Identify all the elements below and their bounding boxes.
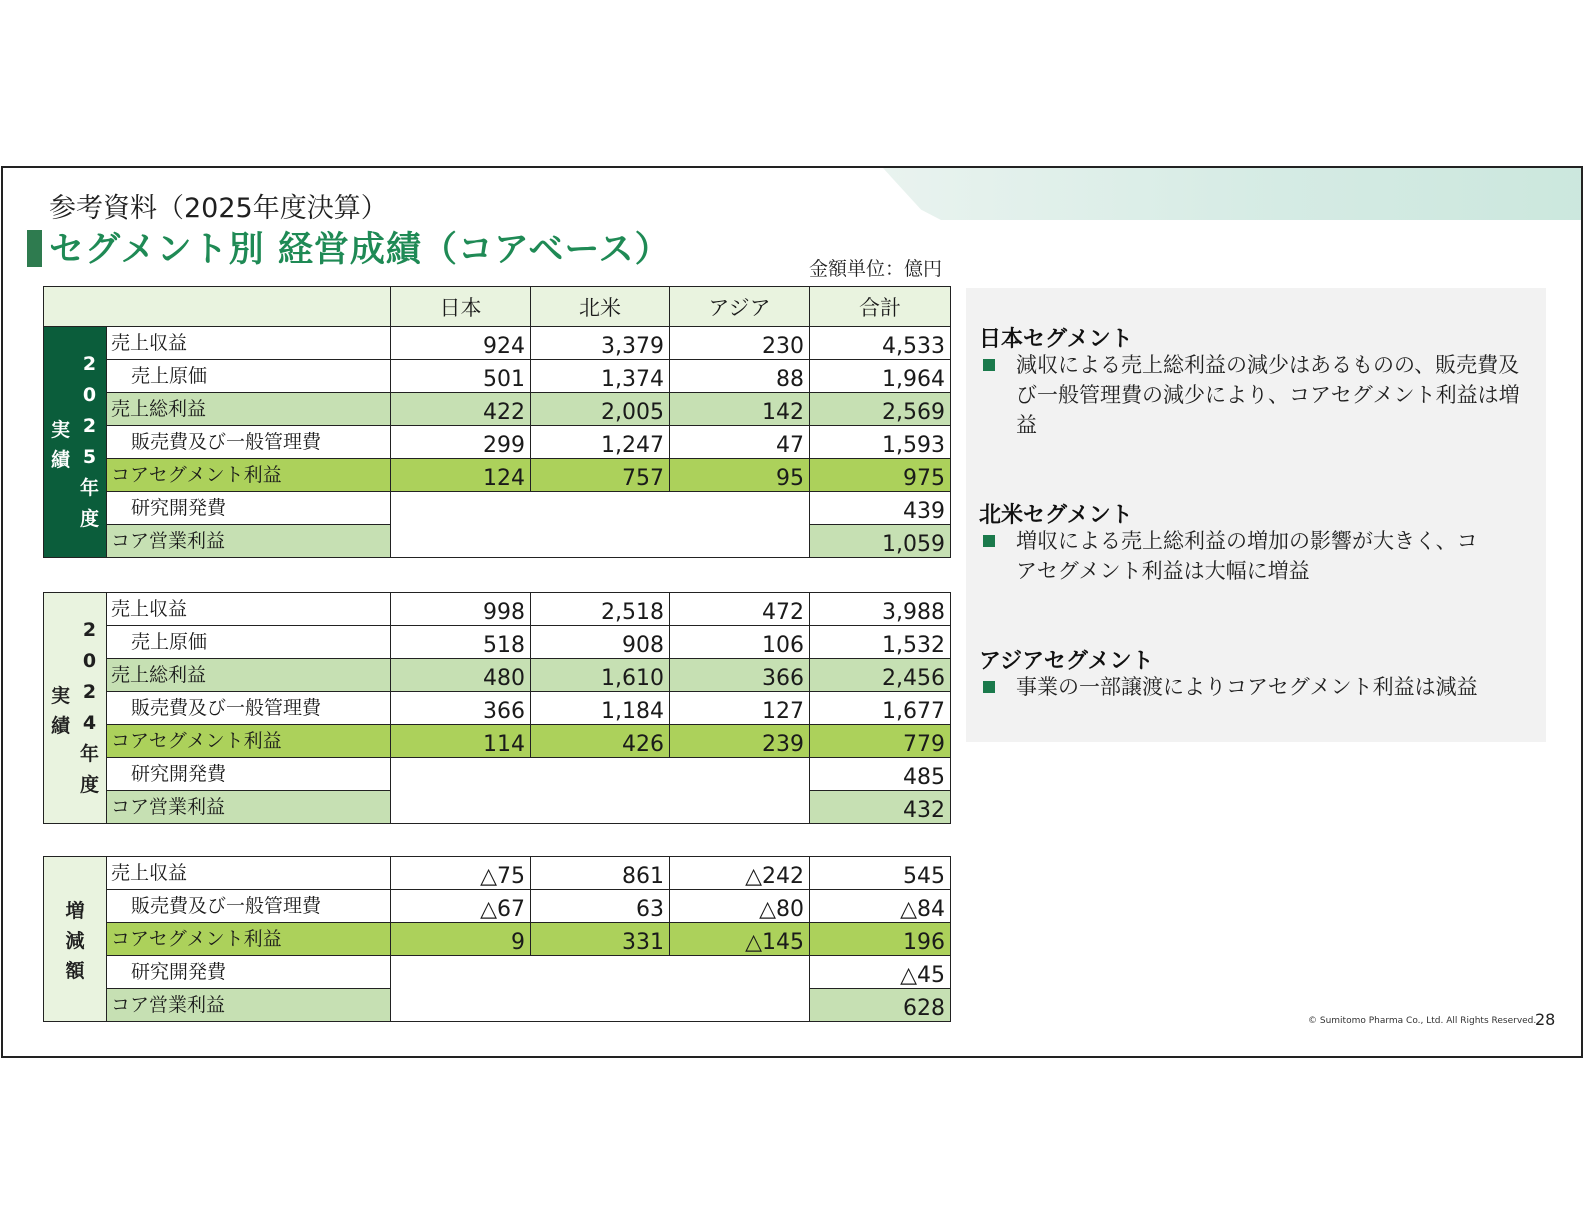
value-cell: 439	[810, 492, 951, 525]
value-cell: 1,374	[531, 360, 670, 393]
value-cell: 1,184	[531, 692, 670, 725]
value-cell: 47	[670, 426, 810, 459]
fy2024-side-label: 実 績 2 0 2 4 年 度	[44, 593, 107, 824]
row-label: コア営業利益	[107, 791, 391, 824]
value-cell: 239	[670, 725, 810, 758]
value-cell: 485	[810, 758, 951, 791]
column-header-north-america: 北米	[531, 287, 670, 327]
value-cell: 422	[391, 393, 531, 426]
value-cell: 998	[391, 593, 531, 626]
value-cell: 331	[531, 923, 670, 956]
value-cell: 142	[670, 393, 810, 426]
value-cell: 432	[810, 791, 951, 824]
column-header-total: 合計	[810, 287, 951, 327]
column-header-asia: アジア	[670, 287, 810, 327]
value-cell: △75	[391, 857, 531, 890]
value-cell: 1,247	[531, 426, 670, 459]
value-cell: △145	[670, 923, 810, 956]
value-cell: 924	[391, 327, 531, 360]
bullet-square-icon	[983, 535, 995, 547]
fy2025-side-label: 実 績 2 0 2 5 年 度	[44, 327, 107, 558]
row-label: 売上収益	[107, 857, 391, 890]
row-label: 販売費及び一般管理費	[107, 426, 391, 459]
row-label: コア営業利益	[107, 989, 391, 1022]
value-cell: 1,059	[810, 525, 951, 558]
blank-cell	[391, 492, 810, 558]
value-cell: 1,610	[531, 659, 670, 692]
value-cell: 95	[670, 459, 810, 492]
value-cell: 230	[670, 327, 810, 360]
blank-cell	[391, 758, 810, 824]
bullet-square-icon	[983, 359, 995, 371]
table-change	[43, 856, 951, 1022]
value-cell: 63	[531, 890, 670, 923]
north-america-segment-heading: 北米セグメント	[979, 503, 1133, 528]
table-row	[44, 725, 951, 758]
value-cell: 480	[391, 659, 531, 692]
value-cell: 472	[670, 593, 810, 626]
value-cell: 114	[391, 725, 531, 758]
row-label: 研究開発費	[107, 492, 391, 525]
page-title: セグメント別 経営成績（コアベース）	[49, 230, 671, 270]
value-cell: 2,569	[810, 393, 951, 426]
row-label: 売上原価	[107, 626, 391, 659]
table-row	[44, 360, 951, 393]
value-cell: △67	[391, 890, 531, 923]
value-cell: 628	[810, 989, 951, 1022]
row-label: コアセグメント利益	[107, 459, 391, 492]
value-cell: 196	[810, 923, 951, 956]
value-cell: 3,988	[810, 593, 951, 626]
page-number: 28	[1535, 1010, 1556, 1029]
value-cell: 299	[391, 426, 531, 459]
change-side-label: 増 減 額	[44, 857, 107, 1022]
table-fy2025	[43, 286, 951, 558]
value-cell: 1,532	[810, 626, 951, 659]
table-row	[44, 459, 951, 492]
value-cell: △45	[810, 956, 951, 989]
copyright: © Sumitomo Pharma Co., Ltd. All Rights Reserved.	[1308, 1016, 1537, 1026]
value-cell: 975	[810, 459, 951, 492]
table-row	[44, 626, 951, 659]
asia-segment-bullet: 事業の一部譲渡によりコアセグメント利益は減益	[979, 672, 1539, 702]
value-cell: △80	[670, 890, 810, 923]
row-label: 売上原価	[107, 360, 391, 393]
value-cell: 501	[391, 360, 531, 393]
row-label: 売上総利益	[107, 659, 391, 692]
value-cell: 1,964	[810, 360, 951, 393]
table-row	[44, 956, 951, 989]
row-label: 売上総利益	[107, 393, 391, 426]
value-cell: 3,379	[531, 327, 670, 360]
value-cell: 2,456	[810, 659, 951, 692]
table-row	[44, 692, 951, 725]
value-cell: 861	[531, 857, 670, 890]
table-row	[44, 890, 951, 923]
table-row	[44, 923, 951, 956]
row-label: コア営業利益	[107, 525, 391, 558]
table-row	[44, 857, 951, 890]
value-cell: 2,005	[531, 393, 670, 426]
value-cell: 366	[391, 692, 531, 725]
value-cell: 1,677	[810, 692, 951, 725]
value-cell: 545	[810, 857, 951, 890]
table-row	[44, 426, 951, 459]
row-label: 売上収益	[107, 593, 391, 626]
table-row	[44, 393, 951, 426]
row-label: 研究開発費	[107, 758, 391, 791]
value-cell: 518	[391, 626, 531, 659]
blank-cell	[391, 956, 810, 1022]
japan-segment-heading: 日本セグメント	[979, 327, 1133, 352]
table-row	[44, 659, 951, 692]
row-label: コアセグメント利益	[107, 725, 391, 758]
column-header-japan: 日本	[391, 287, 531, 327]
value-cell: 88	[670, 360, 810, 393]
value-cell: 757	[531, 459, 670, 492]
value-cell: 9	[391, 923, 531, 956]
value-cell: 779	[810, 725, 951, 758]
row-label: コアセグメント利益	[107, 923, 391, 956]
header-row	[44, 287, 951, 327]
unit-note: 金額単位：億円	[809, 258, 943, 280]
commentary-panel	[966, 288, 1546, 742]
table-row	[44, 327, 951, 360]
value-cell: 127	[670, 692, 810, 725]
title-accent-bar	[27, 230, 42, 267]
table-row	[44, 758, 951, 791]
table-row	[44, 492, 951, 525]
page-subtitle: 参考資料（2025年度決算）	[49, 193, 388, 224]
value-cell: 1,593	[810, 426, 951, 459]
value-cell: △242	[670, 857, 810, 890]
header-blank-cell	[44, 287, 391, 327]
asia-segment-heading: アジアセグメント	[979, 649, 1154, 674]
value-cell: 124	[391, 459, 531, 492]
slide	[1, 166, 1583, 1058]
row-label: 売上収益	[107, 327, 391, 360]
value-cell: 4,533	[810, 327, 951, 360]
row-label: 研究開発費	[107, 956, 391, 989]
north-america-segment-bullet: 増収による売上総利益の増加の影響が大きく、コアセグメント利益は大幅に増益	[979, 526, 1539, 586]
header-decoration	[883, 168, 1583, 220]
row-label: 販売費及び一般管理費	[107, 890, 391, 923]
value-cell: 106	[670, 626, 810, 659]
value-cell: 426	[531, 725, 670, 758]
bullet-square-icon	[983, 681, 995, 693]
value-cell: 366	[670, 659, 810, 692]
value-cell: △84	[810, 890, 951, 923]
japan-segment-bullet: 減収による売上総利益の減少はあるものの、販売費及び一般管理費の減少により、コアセグメント利益は増益	[979, 350, 1539, 440]
table-fy2024	[43, 592, 951, 824]
value-cell: 2,518	[531, 593, 670, 626]
row-label: 販売費及び一般管理費	[107, 692, 391, 725]
value-cell: 908	[531, 626, 670, 659]
table-row	[44, 593, 951, 626]
